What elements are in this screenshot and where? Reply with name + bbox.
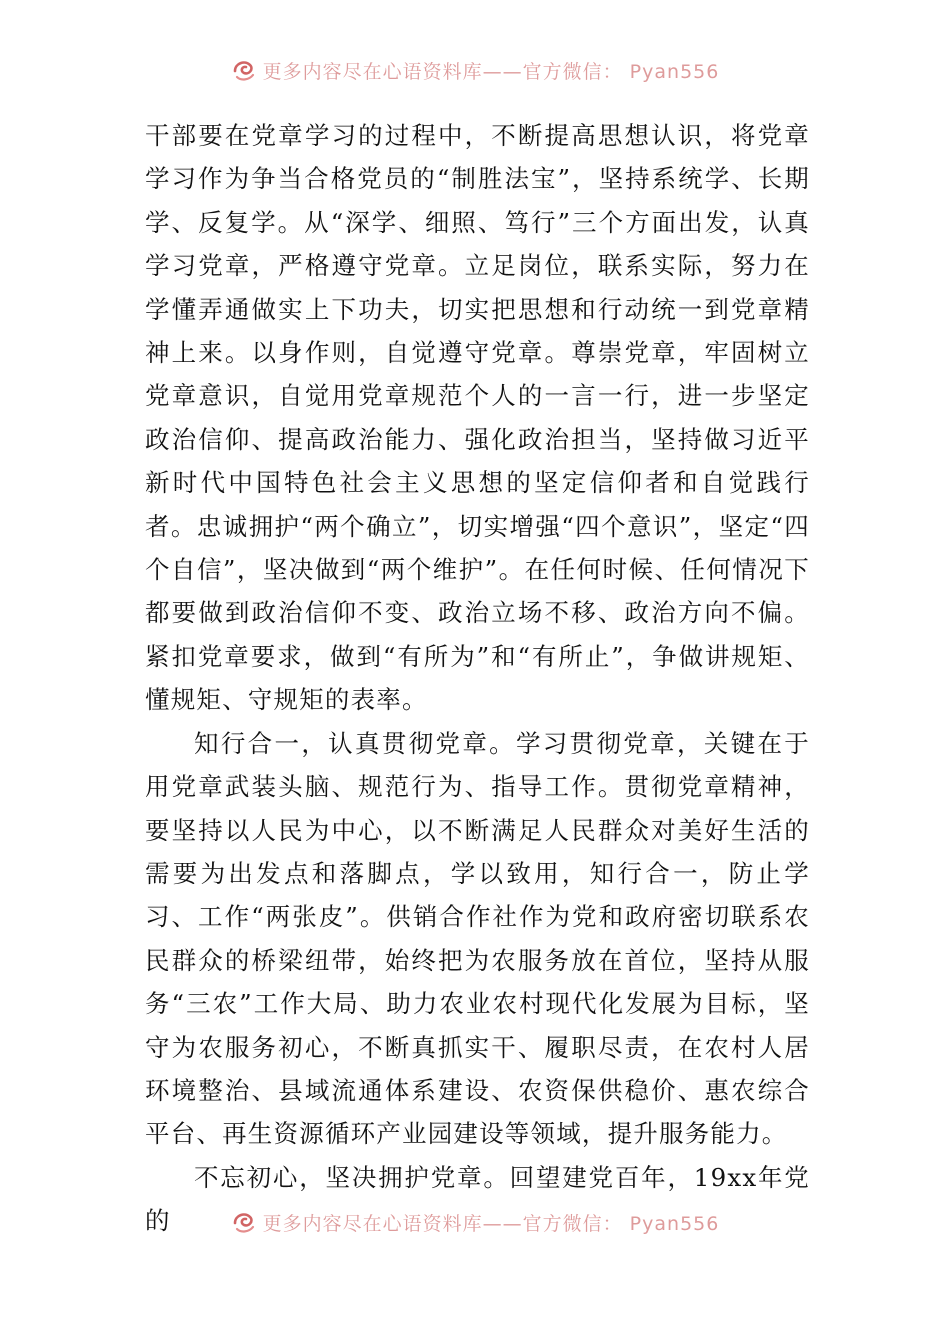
watermark-header — [0, 50, 950, 90]
paragraph-3: 不忘初心，坚决拥护党章。回望建党百年，19xx年党的 — [145, 1162, 810, 1236]
watermark — [231, 57, 720, 84]
red-swirl-logo-icon — [231, 1209, 257, 1235]
document-body — [145, 114, 810, 1243]
watermark-footer — [0, 1202, 950, 1242]
watermark-text: 更多内容尽在心语资料库——官方微信： Pyan556 — [262, 1212, 720, 1235]
watermark — [231, 1209, 720, 1236]
watermark-text: 更多内容尽在心语资料库——官方微信： Pyan556 — [262, 60, 720, 83]
red-swirl-logo-icon — [231, 57, 257, 83]
paragraph-2: 知行合一，认真贯彻党章。学习贯彻党章，关键在于用党章武装头脑、规范行为、指导工作。贯彻党章精神，要坚持以人民为中心，以不断满足人民群众对美好生活的需要为出发点和落脚点，学以致用，知行合一，防止学习、工作“两张皮”。供销合作社作为党和政府密切联系农民群众的桥梁纽带，始终把为农服务放在首位，坚持从服务“三农”工作大局、助力农业农村现代化发展为目标，坚守为农服务初心，不断真抓实干、履职尽责，在农村人居环境整治、县域流通体系建设、农资保供稳价、惠农综合平台、再生资源循环产业园建设等领域，提升服务能力。 — [145, 728, 810, 1149]
paragraph-1: 干部要在党章学习的过程中，不断提高思想认识，将党章学习作为争当合格党员的“制胜法宝”，坚持系统学、长期学、反复学。从“深学、细照、笃行”三个方面出发，认真学习党章，严格遵守党章。立足岗位，联系实际，努力在学懂弄通做实上下功夫，切实把思想和行动统一到党章精神上来。以身作则，自觉遵守党章。尊崇党章，牢固树立党章意识，自觉用党章规范个人的一言一行，进一步坚定政治信仰、提高政治能力、强化政治担当，坚持做习近平新时代中国特色社会主义思想的坚定信仰者和自觉践行者。忠诚拥护“两个确立”，切实增强“四个意识”，坚定“四个自信”，坚决做到“两个维护”。在任何时候、任何情况下都要做到政治信仰不变、政治立场不移、政治方向不偏。紧扣党章要求，做到“有所为”和“有所止”，争做讲规矩、懂规矩、守规矩的表率。 — [145, 121, 810, 715]
